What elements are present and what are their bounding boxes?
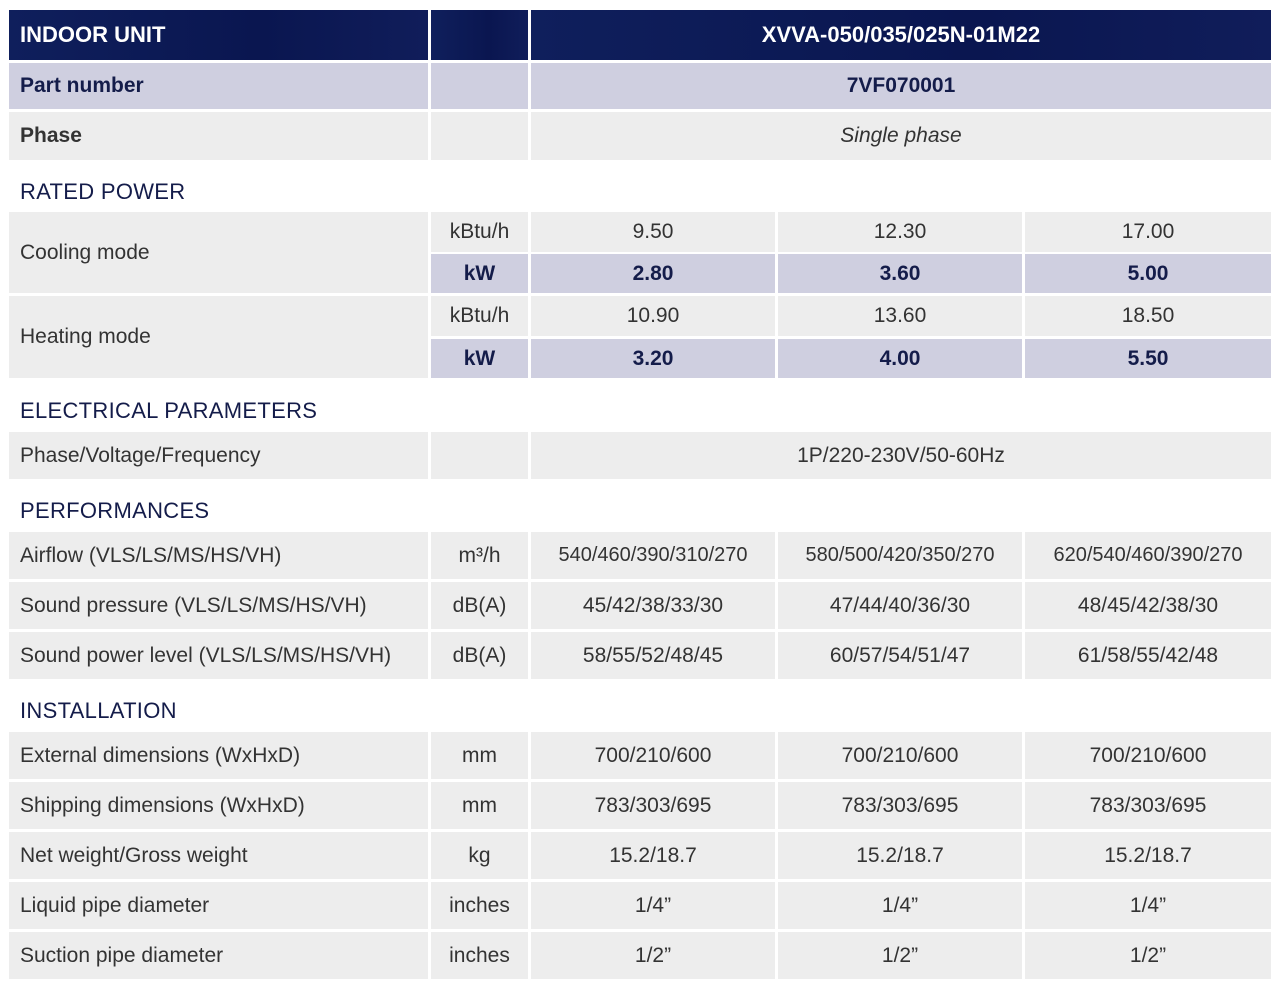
suction-pipe-value-3: 1/2” [1025,932,1271,979]
header-unit-cell [431,10,528,60]
suction-pipe-label: Suction pipe diameter [9,932,428,979]
external-dimensions-value-1: 700/210/600 [531,732,775,779]
phase-unit-cell [431,112,528,160]
sound-power-unit: dB(A) [431,632,528,679]
heating-kw-unit: kW [431,339,528,378]
shipping-dimensions-value-1: 783/303/695 [531,782,775,829]
sound-pressure-value-2: 47/44/40/36/30 [778,582,1022,629]
weight-value-3: 15.2/18.7 [1025,832,1271,879]
cooling-kbtu-value-3: 17.00 [1025,212,1271,252]
airflow-value-3: 620/540/460/390/270 [1025,532,1271,579]
cooling-kw-value-1: 2.80 [531,254,775,293]
liquid-pipe-value-2: 1/4” [778,882,1022,929]
cooling-kbtu-value-2: 12.30 [778,212,1022,252]
shipping-dimensions-unit: mm [431,782,528,829]
airflow-unit: m³/h [431,532,528,579]
phase-label: Phase [9,112,428,160]
cooling-kw-value-2: 3.60 [778,254,1022,293]
heating-kbtu-row [0,296,1280,336]
cooling-kw-row [0,254,1280,293]
weight-label: Net weight/Gross weight [9,832,428,879]
airflow-label: Airflow (VLS/LS/MS/HS/VH) [9,532,428,579]
external-dimensions-value-3: 700/210/600 [1025,732,1271,779]
heating-kw-value-3: 5.50 [1025,339,1271,378]
section-rated-power: RATED POWER [20,179,186,204]
liquid-pipe-label: Liquid pipe diameter [9,882,428,929]
cooling-mode-label: Cooling mode [9,212,428,293]
part-number-value: 7VF070001 [531,63,1271,109]
cooling-kbtu-row [0,212,1280,252]
sound-power-value-3: 61/58/55/42/48 [1025,632,1271,679]
section-installation: INSTALLATION [20,698,177,723]
heating-mode-label: Heating mode [9,296,428,378]
heating-kw-value-2: 4.00 [778,339,1022,378]
installation-row [0,932,1280,979]
heating-kbtu-value-2: 13.60 [778,296,1022,336]
weight-value-2: 15.2/18.7 [778,832,1022,879]
sound-power-value-2: 60/57/54/51/47 [778,632,1022,679]
electrical-label: Phase/Voltage/Frequency [9,432,428,479]
heating-kbtu-unit: kBtu/h [431,296,528,336]
suction-pipe-unit: inches [431,932,528,979]
liquid-pipe-value-1: 1/4” [531,882,775,929]
heating-kbtu-value-1: 10.90 [531,296,775,336]
phase-row [0,112,1280,160]
section-performances: PERFORMANCES [20,498,210,523]
performance-row [0,532,1280,579]
suction-pipe-value-2: 1/2” [778,932,1022,979]
liquid-pipe-unit: inches [431,882,528,929]
airflow-value-2: 580/500/420/350/270 [778,532,1022,579]
heating-kw-value-1: 3.20 [531,339,775,378]
header-model: XVVA-050/035/025N-01M22 [531,10,1271,60]
cooling-kbtu-value-1: 9.50 [531,212,775,252]
shipping-dimensions-label: Shipping dimensions (WxHxD) [9,782,428,829]
header-title: INDOOR UNIT [9,10,428,60]
installation-row [0,882,1280,929]
cooling-kw-value-3: 5.00 [1025,254,1271,293]
part-number-row [0,63,1280,109]
shipping-dimensions-value-3: 783/303/695 [1025,782,1271,829]
part-number-label: Part number [9,63,428,109]
section-electrical: ELECTRICAL PARAMETERS [20,398,318,423]
sound-power-label: Sound power level (VLS/LS/MS/HS/VH) [9,632,428,679]
installation-row [0,782,1280,829]
installation-row [0,832,1280,879]
cooling-kbtu-unit: kBtu/h [431,212,528,252]
external-dimensions-unit: mm [431,732,528,779]
heating-kbtu-value-3: 18.50 [1025,296,1271,336]
liquid-pipe-value-3: 1/4” [1025,882,1271,929]
table-header-row [0,10,1280,60]
electrical-row [0,432,1280,479]
sound-pressure-value-1: 45/42/38/33/30 [531,582,775,629]
heating-kw-row [0,339,1280,378]
performance-row [0,632,1280,679]
part-number-unit-cell [431,63,528,109]
shipping-dimensions-value-2: 783/303/695 [778,782,1022,829]
cooling-kw-unit: kW [431,254,528,293]
suction-pipe-value-1: 1/2” [531,932,775,979]
external-dimensions-value-2: 700/210/600 [778,732,1022,779]
electrical-unit-cell [431,432,528,479]
airflow-value-1: 540/460/390/310/270 [531,532,775,579]
weight-value-1: 15.2/18.7 [531,832,775,879]
phase-value: Single phase [531,112,1271,160]
external-dimensions-label: External dimensions (WxHxD) [9,732,428,779]
electrical-value: 1P/220-230V/50-60Hz [531,432,1271,479]
sound-pressure-label: Sound pressure (VLS/LS/MS/HS/VH) [9,582,428,629]
weight-unit: kg [431,832,528,879]
performance-row [0,582,1280,629]
sound-pressure-unit: dB(A) [431,582,528,629]
sound-power-value-1: 58/55/52/48/45 [531,632,775,679]
sound-pressure-value-3: 48/45/42/38/30 [1025,582,1271,629]
installation-row [0,732,1280,779]
